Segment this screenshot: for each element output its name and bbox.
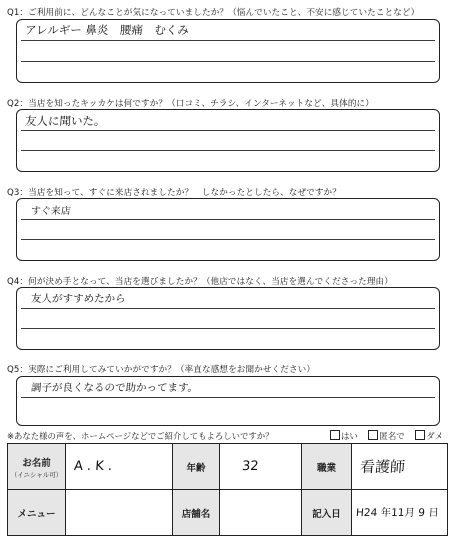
checkbox-icon bbox=[415, 430, 425, 440]
menu-field[interactable] bbox=[66, 490, 173, 536]
ruled-line bbox=[21, 328, 435, 329]
question-4-label: Q4：何が決め手となって、当店を選びましたか？（他店ではなく、当店を選んでくださった理由） bbox=[7, 277, 393, 287]
consent-option-no[interactable]: ダメ bbox=[415, 431, 443, 441]
age-label: 年齢 bbox=[173, 444, 220, 490]
occupation-label: 職業 bbox=[302, 444, 352, 490]
age-field[interactable] bbox=[220, 444, 302, 490]
answer-1-text: アレルギー 鼻炎 腰痛 むくみ bbox=[24, 23, 190, 37]
ruled-line bbox=[21, 397, 435, 398]
answer-box-1 bbox=[16, 19, 440, 83]
occupation-value: 看護師 bbox=[359, 458, 406, 476]
question-3-label: Q3：当店を知って、すぐに来店されましたか？ しなかったとしたら、なぜですか？ bbox=[7, 188, 341, 198]
ruled-line bbox=[21, 40, 435, 41]
answer-4-text: 友人がすすめたから bbox=[30, 293, 126, 305]
respondent-info-table bbox=[7, 443, 448, 536]
name-field[interactable] bbox=[66, 444, 173, 490]
ruled-line bbox=[21, 130, 435, 131]
answer-5-text: 調子が良くなるので助かってます。 bbox=[30, 382, 199, 394]
question-2-label: Q2：当店を知ったキッカケは何ですか？（口コミ、チラシ、インターネットなど、具体的に） bbox=[7, 99, 374, 109]
consent-question: ※あなた様の声を、ホームページなどでご紹介してもよろしいですか？ bbox=[7, 431, 274, 441]
ruled-line bbox=[21, 61, 435, 62]
checkbox-icon bbox=[330, 430, 340, 440]
answer-box-3 bbox=[16, 198, 440, 261]
consent-option-yes[interactable]: はい bbox=[330, 431, 358, 441]
ruled-line bbox=[21, 308, 435, 309]
answer-box-4 bbox=[16, 287, 440, 350]
name-sublabel: （イニシャル可） bbox=[10, 470, 63, 479]
name-label: お名前 （イニシャル可） bbox=[8, 444, 66, 490]
age-value: 32 bbox=[241, 459, 260, 474]
date-label: 記入日 bbox=[302, 490, 352, 536]
store-label: 店舗名 bbox=[173, 490, 220, 536]
consent-row bbox=[7, 430, 447, 442]
date-field[interactable] bbox=[352, 490, 448, 536]
question-1-label: Q1：ご利用前に、どんなことが気になっていましたか？（悩んでいたこと、不安に感じていたことなど） bbox=[7, 8, 420, 18]
date-value: H24 年11月 9 日 bbox=[355, 507, 440, 519]
answer-2-text: 友人に聞いた。 bbox=[24, 114, 106, 128]
ruled-line bbox=[21, 219, 435, 220]
question-5-label: Q5：実際にご利用してみていかがですか？（率直な感想をお聞かせください） bbox=[7, 365, 316, 375]
name-value: A . K . bbox=[73, 459, 113, 474]
answer-box-2 bbox=[16, 109, 440, 172]
store-field[interactable] bbox=[220, 490, 302, 536]
occupation-field[interactable] bbox=[352, 444, 448, 490]
answer-box-5 bbox=[16, 376, 440, 426]
ruled-line bbox=[21, 150, 435, 151]
ruled-line bbox=[21, 239, 435, 240]
answer-3-text: すぐ来店 bbox=[30, 206, 72, 217]
consent-option-anonymous[interactable]: 匿名で bbox=[368, 431, 404, 441]
menu-label: メニュー bbox=[8, 490, 66, 536]
checkbox-icon bbox=[368, 430, 378, 440]
